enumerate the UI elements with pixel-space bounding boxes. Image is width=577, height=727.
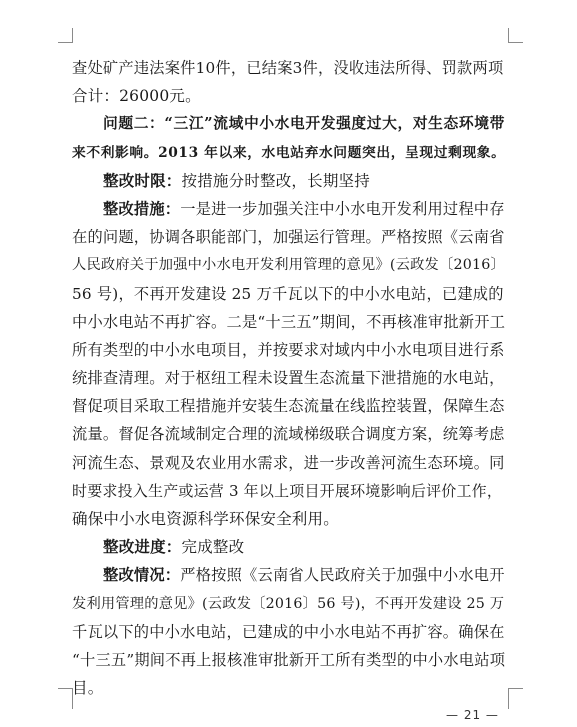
status-label: 整改情况： — [103, 566, 181, 585]
measures-line-3: 人民政府关于加强中小水电开发利用管理的意见》(云政发〔2016〕 — [72, 257, 505, 274]
status-line-4: “十三五”期间不再上报核准审批新开工所有类型的中小水电站项 — [72, 650, 506, 669]
measures-line-2: 在的问题，协调各职能部门，加强运行管理。严格按照《云南省 — [72, 228, 505, 247]
measures-line-7: 统排查清理。对于枢纽工程未设置生态流量下泄措施的水电站， — [72, 369, 505, 388]
measures-line-11: 时要求投入生产或运营 3 年以上项目开展环境影响后评价工作， — [72, 481, 503, 500]
measures-line-1 — [72, 195, 508, 223]
crop-mark-bottom-right — [508, 688, 523, 709]
measures-line-6: 所有类型的中小水电项目，并按要求对域内中小水电项目进行系 — [72, 340, 505, 359]
crop-mark-bottom-left — [58, 688, 73, 709]
measures-line-4: 56 号)，不再开发建设 25 万千瓦以下的中小水电站，已建成的 — [72, 284, 504, 303]
measures-line-12: 确保中小水电资源科学环保安全利用。 — [72, 510, 339, 528]
deadline-label: 整改时限： — [103, 170, 182, 190]
paragraph-1-line-2: 合计：26000元。 — [72, 87, 201, 106]
progress-label: 整改进度： — [103, 537, 182, 557]
measures-line-9: 流量。督促各流域制定合理的流域梯级联合调度方案，统筹考虑 — [72, 425, 505, 444]
problem-heading-line-2: 来不利影响。2013 年以来，水电站弃水问题突出，呈现过剩现象。 — [72, 144, 506, 161]
crop-mark-top-left — [58, 28, 73, 43]
paragraph-1-line-1: 查处矿产违法案件10件，已结案3件，没收违法所得、罚款两项 — [72, 59, 504, 77]
status-line-5: 目。 — [72, 679, 104, 698]
deadline-paragraph — [72, 167, 508, 195]
deadline-text: 按措施分时整改，长期坚持 — [181, 171, 370, 190]
progress-text: 完成整改 — [181, 538, 245, 557]
status-line-3: 千瓦以下的中小水电站，已建成的中小水电站不再扩容。确保在 — [72, 622, 505, 641]
document-body — [72, 54, 508, 702]
measures-line-5: 中小水电站不再扩容。二是“十三五”期间，不再核准审批新开工 — [72, 312, 506, 331]
page-number: — 21 — — [446, 708, 499, 722]
progress-paragraph — [72, 533, 508, 561]
crop-mark-top-right — [508, 28, 523, 43]
status-line-1-text: 严格按照《云南省人民政府关于加强中小水电开 — [180, 566, 505, 585]
problem-heading-line-1: 问题二：“三江”流域中小水电开发强度过大，对生态环境带 — [103, 115, 505, 133]
measures-line-10: 河流生态、景观及农业用水需求，进一步改善河流生态环境。同 — [72, 453, 505, 472]
measures-line-8: 督促项目采取工程措施并安装生态流量在线监控装置，保障生态 — [72, 397, 505, 416]
status-line-1 — [72, 561, 508, 589]
measures-line-1-text: 一是进一步加强关注中小水电开发利用过程中存 — [180, 199, 505, 218]
status-line-2: 发利用管理的意见》(云政发〔2016〕56 号)，不再开发建设 25 万 — [72, 595, 505, 612]
measures-label: 整改措施： — [103, 199, 181, 218]
